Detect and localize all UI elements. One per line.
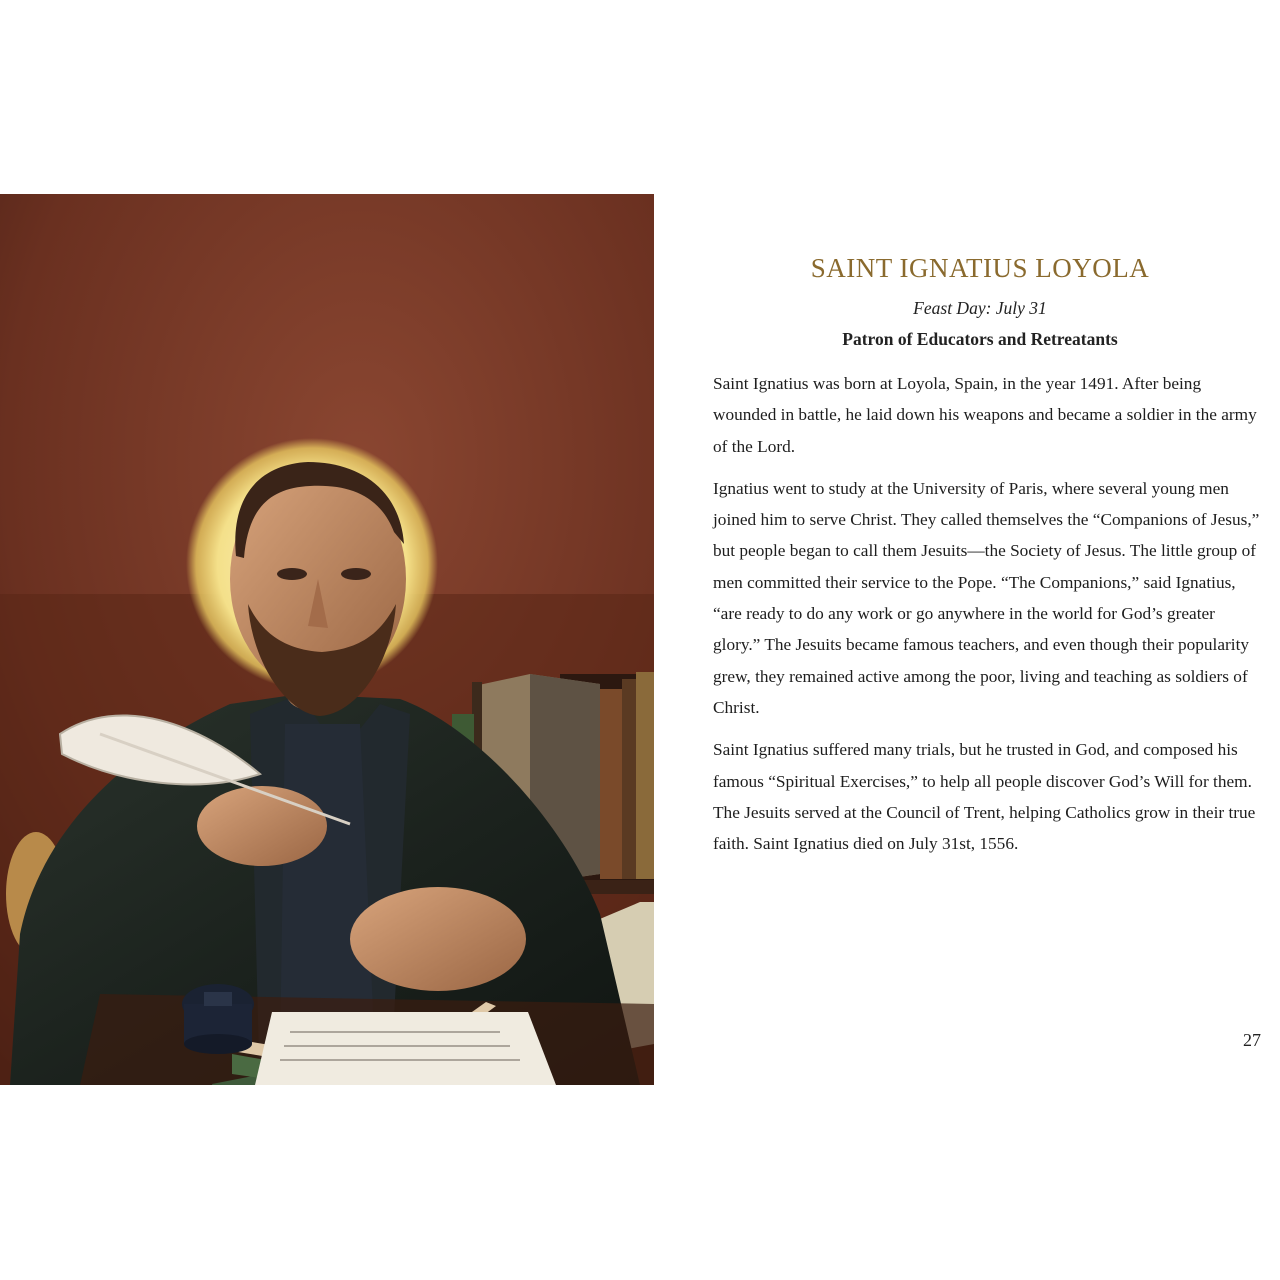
- right-eye: [341, 568, 371, 580]
- saint-ignatius-painting: [0, 194, 654, 1085]
- page-number: 27: [1243, 1030, 1261, 1050]
- page-title: SAINT IGNATIUS LOYOLA: [810, 253, 1150, 283]
- text-page: [654, 194, 1280, 1085]
- patron-line: Patron of Educators and Retreatants: [842, 329, 1118, 349]
- paragraph: Saint Ignatius was born at Loyola, Spain, in the year 1491. After being wounded in battle, he laid down his weapons and became a soldier in the army of the Lord.: [713, 374, 1257, 456]
- paragraph: Ignatius went to study at the University of Paris, where several young men joined him to serve Christ. They called themselves the “Companions of Jesus,” but people began to call them Jesuits—the Society of Jesus. The little group of men committed their service to the Pope. “The Companions,” said Ignatius, “are ready to do any work or go anywhere in the world for God’s greater glory.” The Jesuits became famous teachers, and even though their popularity grew, they remained active among the poor, living and teaching as soldiers of Christ.: [713, 478, 1260, 717]
- letter-paper: [255, 1012, 556, 1085]
- body-text: [713, 368, 1261, 870]
- left-eye: [277, 568, 307, 580]
- feast-day: Feast Day: July 31: [913, 298, 1047, 318]
- holding-hand: [350, 887, 526, 991]
- ink-pot: [182, 984, 254, 1054]
- paragraph: Saint Ignatius suffered many trials, but he trusted in God, and composed his famous “Spiritual Exercises,” to help all people discover God’s Will for them. The Jesuits served at the Council of Trent, helping Catholics grow in their true faith. Saint Ignatius died on July 31st, 1556.: [713, 740, 1256, 854]
- writing-hand: [197, 786, 327, 866]
- book-spread: [0, 194, 1280, 1085]
